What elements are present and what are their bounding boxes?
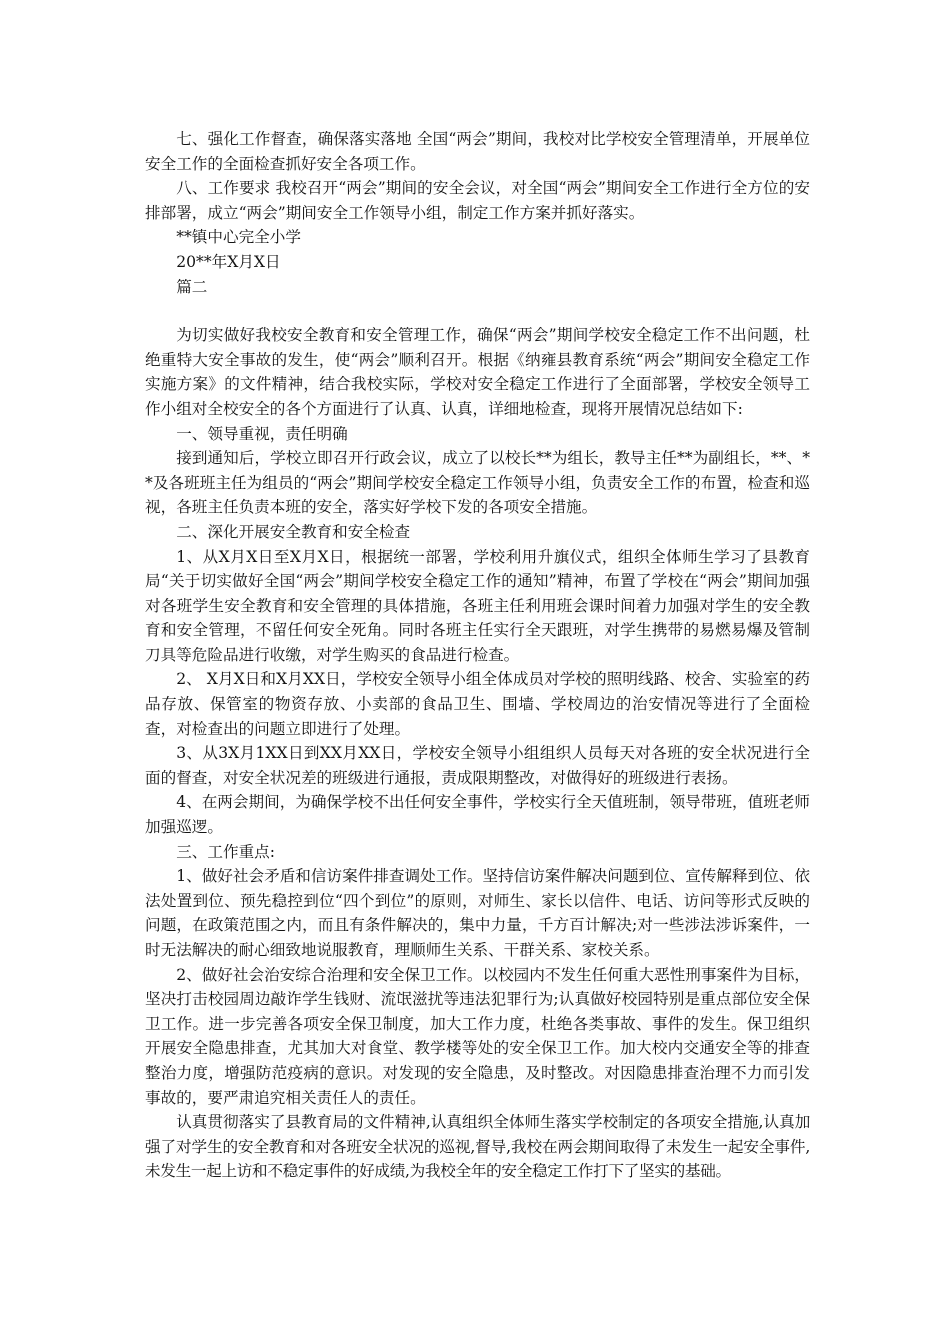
focus-item-1: 1、做好社会矛盾和信访案件排查调处工作。坚持信访案件解决问题到位、宣传解释到位、依法处置到位、预先稳控到位“四个到位”的原则，对师生、家长以信件、电话、访问等形式反映的问题，在政策范围之内，而且有条件解决的，集中力量，千方百计解决;对一些涉法涉诉案件，一时无法解决的耐心细致地说服教育，理顺师生关系、干群关系、家校关系。 xyxy=(145,867,810,959)
safety-item-3: 3、从3X月1XX日到XX月XX日，学校安全领导小组组织人员每天对各班的安全状况进行全面的督查，对安全状况差的班级进行通报，责成限期整改，对做得好的班级进行表扬。 xyxy=(145,744,810,787)
signature-date: 20**年X月X日 xyxy=(176,252,281,271)
heading-work-focus: 三、工作重点: xyxy=(176,842,276,861)
intro-paragraph: 为切实做好我校安全教育和安全管理工作，确保“两会”期间学校安全稳定工作不出问题，杜绝重特大安全事故的发生，使“两会”顺利召开。根据《纳雍县教育系统“两会”期间安全稳定工作实施方案》的文件精神，结合我校实际，学校对安全稳定工作进行了全面部署，学校安全领导工作小组对全校安全的各个方面进行了认真、认真，详细地检查，现将开展情况总结如下: xyxy=(145,326,810,418)
section-8-paragraph: 八、工作要求 我校召开“两会”期间的安全会议，对全国“两会”期间安全工作进行全方位的安排部署，成立“两会”期间安全工作领导小组，制定工作方案并抓好落实。 xyxy=(145,179,810,222)
focus-item-2: 2、做好社会治安综合治理和安全保卫工作。以校园内不发生任何重大恶性刑事案件为目标，坚决打击校园周边敲诈学生钱财、流氓滋扰等违法犯罪行为;认真做好校园特别是重点部位安全保卫工作。进一步完善各项安全保卫制度，加大工作力度，杜绝各类事故、事件的发生。保卫组织开展安全隐患排查，尤其加大对食堂、教学楼等处的安全保卫工作。加大校内交通安全等的排查整治力度，增强防范疫病的意识。对发现的安全隐患，及时整改。对因隐患排查治理不力而引发事故的，要严肃追究相关责任人的责任。 xyxy=(145,965,810,1107)
section-7-paragraph: 七、强化工作督查，确保落实落地 全国“两会”期间，我校对比学校安全管理清单，开展单位安全工作的全面检查抓好安全各项工作。 xyxy=(145,130,810,173)
heading-leadership: 一、领导重视，责任明确 xyxy=(176,424,348,443)
heading-safety-education: 二、深化开展安全教育和安全检查 xyxy=(176,522,411,541)
safety-item-1: 1、从X月X日至X月X日，根据统一部署，学校利用升旗仪式，组织全体师生学习了县教育局“关于切实做好全国“两会”期间学校安全稳定工作的通知”精神，布置了学校在“两会”期间加强对各班学生安全教育和安全管理的具体措施，各班主任利用班会课时间着力加强对学生的安全教育和安全管理，不留任何安全死角。同时各班主任实行全天跟班，对学生携带的易燃易爆及管制刀具等危险品进行收缴，对学生购买的食品进行检查。 xyxy=(145,547,810,664)
blank-line xyxy=(145,299,810,323)
conclusion-paragraph: 认真贯彻落实了县教育局的文件精神,认真组织全体师生落实学校制定的各项安全措施,认真加强了对学生的安全教育和对各班安全状况的巡视,督导,我校在两会期间取得了未发生一起安全事件,未发生一起上访和不稳定事件的好成绩,为我校全年的安全稳定工作打下了坚实的基础。 xyxy=(145,1113,810,1181)
safety-item-2: 2、 X月X日和X月XX日，学校安全领导小组全体成员对学校的照明线路、校舍、实验室的药品存放、保管室的物资存放、小卖部的食品卫生、围墙、学校周边的治安情况等进行了全面检查，对检查出的问题立即进行了处理。 xyxy=(145,670,810,738)
document-page xyxy=(145,127,810,1184)
leadership-paragraph: 接到通知后，学校立即召开行政会议，成立了以校长**为组长，教导主任**为副组长，**、**及各班班主任为组员的“两会”期间学校安全稳定工作领导小组，负责安全工作的布置，检查和巡视，各班主任负责本班的安全，落实好学校下发的各项安全措施。 xyxy=(145,449,810,517)
school-signature: **镇中心完全小学 xyxy=(176,228,301,247)
part-two-heading: 篇二 xyxy=(176,277,208,296)
safety-item-4: 4、在两会期间，为确保学校不出任何安全事件，学校实行全天值班制，领导带班，值班老师加强巡逻。 xyxy=(145,793,810,837)
